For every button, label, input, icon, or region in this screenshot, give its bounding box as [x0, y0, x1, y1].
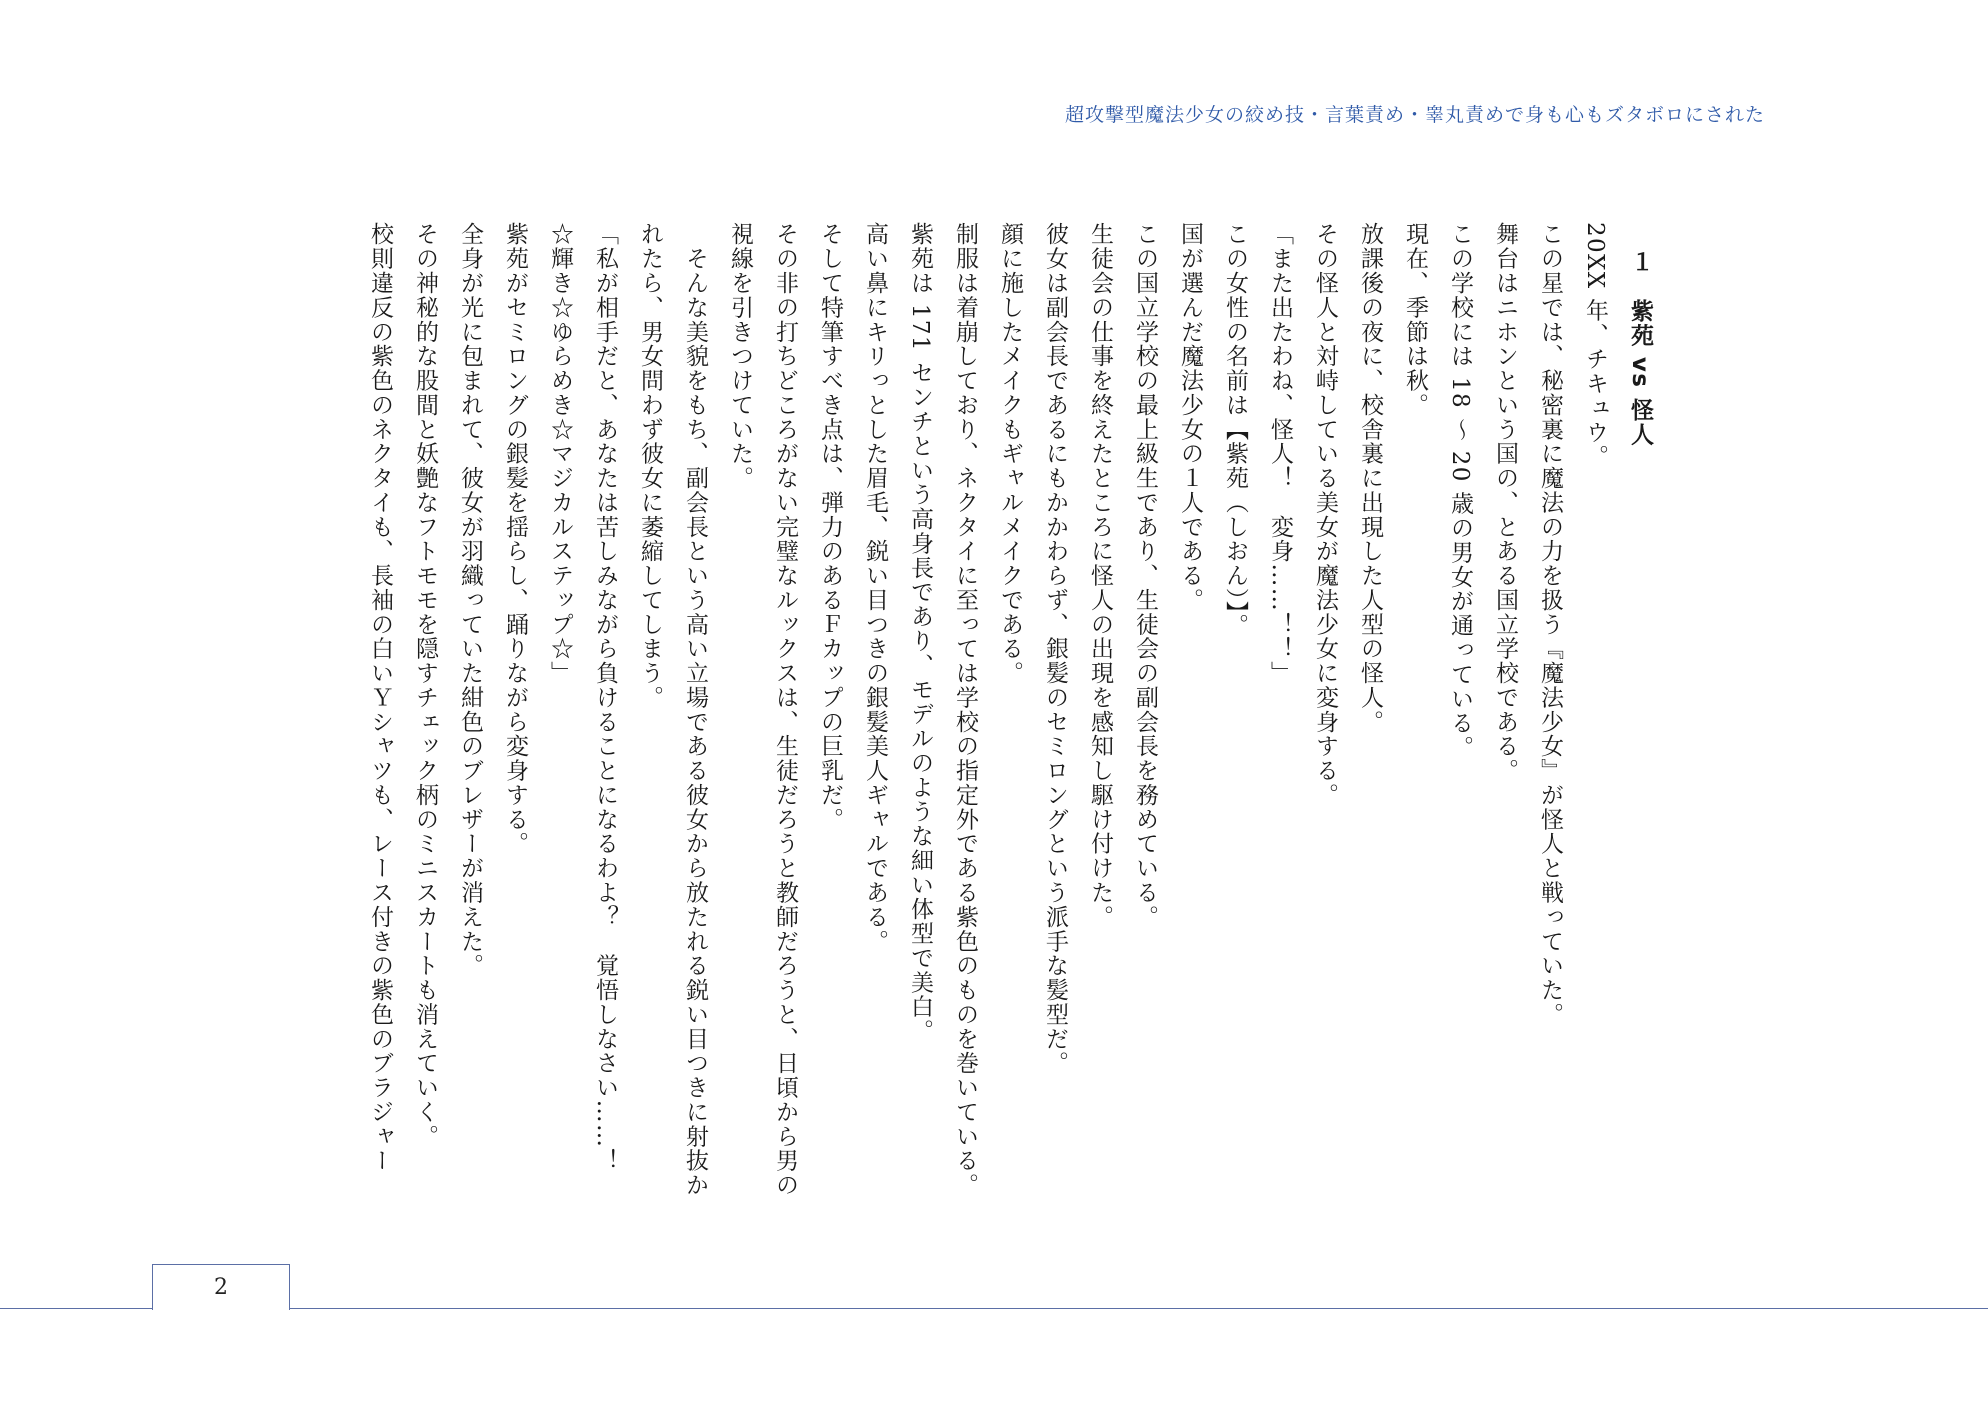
paragraph: 高い鼻にキリっとした眉毛、鋭い目つきの銀髪美人ギャルである。	[862, 222, 888, 954]
footer-rule	[0, 1308, 1988, 1309]
paragraph: 国が選んだ魔法少女の１人である。	[1177, 222, 1203, 613]
dialogue-line: 「私が相手だと、あなたは苦しみながら負けることになるわよ？ 覚悟しなさい……！	[592, 222, 618, 1173]
paragraph: れたら、男女問わず彼女に萎縮してしまう。	[637, 222, 663, 710]
paragraph: そして特筆すべき点は、弾力のあるＦカップの巨乳だ。	[817, 222, 843, 832]
paragraph: 20XX 年、チキュウ。	[1582, 222, 1608, 469]
paragraph: 生徒会の仕事を終えたところに怪人の出現を感知し駆け付けた。	[1087, 222, 1113, 930]
paragraph: 彼女は副会長であるにもかかわらず、銀髪のセミロングという派手な髪型だ。	[1042, 222, 1068, 1076]
paragraph: この女性の名前は【紫苑（しおん）】。	[1222, 222, 1248, 638]
page-number: 2	[214, 1275, 228, 1300]
paragraph: この国立学校の最上級生であり、生徒会の副会長を務めている。	[1132, 222, 1158, 930]
vertical-text-body	[246, 222, 1662, 1222]
paragraph: その神秘的な股間と妖艶なフトモモを隠すチェック柄のミニスカートも消えていく。	[412, 222, 438, 1149]
paragraph: 紫苑がセミロングの銀髪を揺らし、踊りながら変身する。	[502, 222, 528, 856]
paragraph: 紫苑は 171 センチという高身長であり、モデルのような細い体型で美白。	[907, 222, 933, 1044]
dialogue-line: ☆輝き☆ゆらめき☆マジカルステップ☆」	[547, 222, 573, 686]
paragraph: その非の打ちどころがない完璧なルックスは、生徒だろうと教師だろうと、日頃から男の	[772, 222, 798, 1198]
running-header-title: 超攻撃型魔法少女の絞め技・言葉責め・睾丸責めで身も心もズタボロにされた	[1064, 104, 1765, 126]
paragraph: そんな美貌をもち、副会長という高い立場である彼女から放たれる鋭い目つきに射抜か	[682, 222, 708, 1198]
paragraph: この学校には 18 ～ 20 歳の男女が通っている。	[1447, 222, 1473, 760]
paragraph: 舞台はニホンという国の、とある国立学校である。	[1492, 222, 1518, 783]
chapter-title: １ 紫苑 vs 怪人	[1627, 250, 1653, 447]
paragraph: 校則違反の紫色のネクタイも、長袖の白いＹシャツも、レース付きの紫色のブラジャー	[367, 222, 393, 1173]
paragraph: その怪人と対峙している美女が魔法少女に変身する。	[1312, 222, 1338, 808]
paragraph: 全身が光に包まれて、彼女が羽織っていた紺色のブレザーが消えた。	[457, 222, 483, 978]
paragraph: 現在、季節は秋。	[1402, 222, 1428, 418]
paragraph: この星では、秘密裏に魔法の力を扱う『魔法少女』が怪人と戦っていた。	[1537, 222, 1563, 1027]
page-number-tab	[152, 1264, 290, 1310]
dialogue-line: 「また出たわね、怪人！ 変身……！！」	[1267, 222, 1293, 686]
paragraph: 制服は着崩しており、ネクタイに至っては学校の指定外である紫色のものを巻いている。	[952, 222, 978, 1198]
paragraph: 放課後の夜に、校舎裏に出現した人型の怪人。	[1357, 222, 1383, 734]
paragraph: 顔に施したメイクもギャルメイクである。	[997, 222, 1023, 686]
paragraph: 視線を引きつけていた。	[727, 222, 753, 491]
